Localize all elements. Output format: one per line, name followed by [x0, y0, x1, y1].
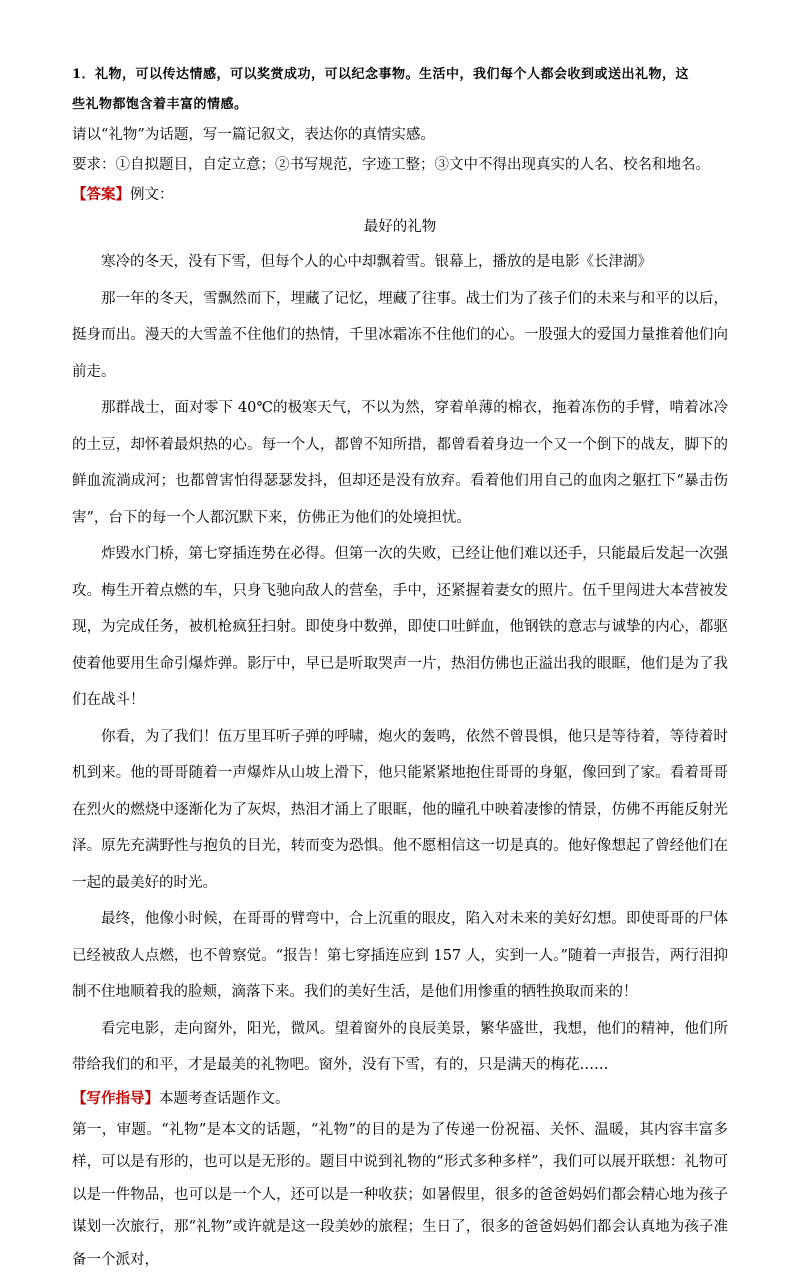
- essay-title: 最好的礼物: [72, 212, 728, 242]
- answer-bracket-label: 【答案】: [72, 186, 130, 203]
- essay-paragraph: 寒冷的冬天，没有下雪，但每个人的心中却飘着雪。银幕上，播放的是电影《长津湖》: [72, 244, 728, 281]
- guide-label-suffix: 本题考查话题作文。: [159, 1091, 290, 1107]
- question-prompt: 请以“礼物”为话题，写一篇记叙文，表达你的真情实感。: [72, 120, 728, 150]
- guide-bracket-label: 【写作指导】: [72, 1090, 159, 1107]
- answer-heading: [72, 180, 728, 210]
- essay-paragraph: 那一年的冬天，雪飘然而下，埋藏了记忆，埋藏了往事。战士们为了孩子们的未来与和平的以后，挺身而出。漫天的大雪盖不住他们的热情，千里冰霜冻不住他们的心。一股强大的爱国力量推着他们向前走。: [72, 281, 728, 391]
- document-page: [72, 60, 728, 1276]
- guide-text: 第一，审题。“礼物”是本文的话题，“礼物”的目的是为了传递一份祝福、关怀、温暖，其内容丰富多样，可以是有形的，也可以是无形的。题目中说到礼物的“形式多种多样”，我们可以展开联想：礼物可以是一件物品，也可以是一个人，还可以是一种收获；如暑假里，很多的爸爸妈妈们都会精心地为孩子谋划一次旅行，那“礼物”或许就是这一段美妙的旅程；生日了，很多的爸爸妈妈们都会认真地为孩子准备一个派对，: [72, 1114, 728, 1276]
- essay-paragraph: 看完电影，走向窗外，阳光，微风。望着窗外的良辰美景，繁华盛世，我想，他们的精神，他们所带给我们的和平，才是最美的礼物吧。窗外，没有下雪，有的，只是满天的梅花……: [72, 1011, 728, 1084]
- answer-label-suffix: 例文：: [130, 187, 174, 203]
- guide-heading: [72, 1084, 728, 1114]
- question-line-2: 些礼物都饱含着丰富的情感。: [72, 90, 728, 120]
- essay-paragraph: 你看，为了我们！伍万里耳听子弹的呼啸，炮火的轰鸣，依然不曾畏惧，他只是等待着，等待着时机到来。他的哥哥随着一声爆炸从山坡上滑下，他只能紧紧地抱住哥哥的身躯，像回到了家。看着哥哥在烈火的燃烧中逐渐化为了灰烬，热泪才涌上了眼眶，他的瞳孔中映着凄惨的情景，仿佛不再能反射光泽。原先充满野性与抱负的目光，转而变为恐惧。他不愿相信这一切是真的。他好像想起了曾经他们在一起的最美好的时光。: [72, 719, 728, 902]
- essay-paragraph: 炸毁水门桥，第七穿插连势在必得。但第一次的失败，已经让他们难以还手，只能最后发起一次强攻。梅生开着点燃的车，只身飞驰向敌人的营垒，手中，还紧握着妻女的照片。伍千里闯进大本营被发现，为完成任务，被机枪疯狂扫射。即使身中数弹，即使口吐鲜血，他钢铁的意志与诚挚的内心，都驱使着他要用生命引爆炸弹。影厅中，早已是听取哭声一片，热泪仿佛也正溢出我的眼眶，他们是为了我们在战斗！: [72, 536, 728, 719]
- question-requirements: 要求：①自拟题目，自定立意；②书写规范，字迹工整；③文中不得出现真实的人名、校名和地名。: [72, 150, 728, 180]
- essay-paragraph: 那群战士，面对零下 40℃的极寒天气，不以为然，穿着单薄的棉衣，拖着冻伤的手臂，啃着冰冷的土豆，却怀着最炽热的心。每一个人，都曾不知所措，都曾看着身边一个又一个倒下的战友，脚下的鲜血流淌成河；也都曾害怕得瑟瑟发抖，但却还是没有放弃。看着他们用自己的血肉之躯扛下“暴击伤害”，台下的每一个人都沉默下来，仿佛正为他们的处境担忧。: [72, 390, 728, 536]
- question-line-1: 1．礼物，可以传达情感，可以奖赏成功，可以纪念事物。生活中，我们每个人都会收到或送出礼物，这: [72, 60, 728, 90]
- essay-paragraph: 最终，他像小时候，在哥哥的臂弯中，合上沉重的眼皮，陷入对未来的美好幻想。即使哥哥的尸体已经被敌人点燃，也不曾察觉。“报告！第七穿插连应到 157 人，实到一人。”随着一声报告，两行泪抑制不住地顺着我的脸颊，滴落下来。我们的美好生活，是他们用惨重的牺牲换取而来的！: [72, 901, 728, 1011]
